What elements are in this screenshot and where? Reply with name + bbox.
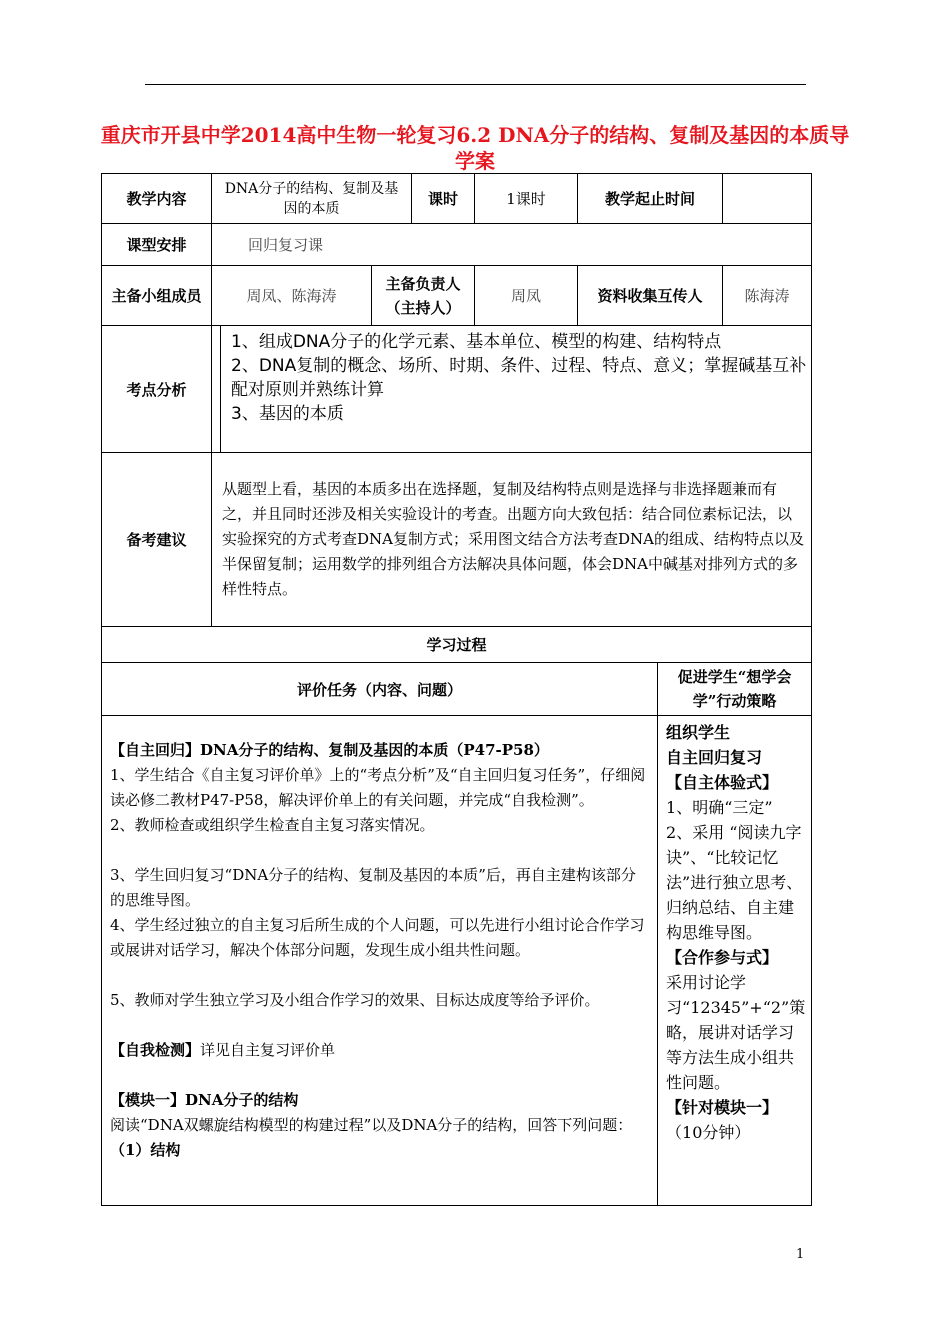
module1-title: 【模块一】DNA分子的结构 <box>110 1091 299 1109</box>
main-tasks <box>102 716 658 1206</box>
self-check-text: 详见自主复习评价单 <box>200 1041 336 1059</box>
content-label: 教学内容 <box>102 174 212 224</box>
period-value: 1课时 <box>475 174 578 224</box>
suggestion-label: 备考建议 <box>102 453 212 627</box>
side-line-6: 【合作参与式】 <box>666 948 779 967</box>
spacer <box>110 838 649 863</box>
analysis-line-2: 2、DNA复制的概念、场所、时期、条件、过程、特点、意义；掌握碱基互补配对原则并熟练计算 <box>231 356 807 400</box>
material-label: 资料收集互传人 <box>578 266 723 326</box>
type-value: 回归复习课 <box>212 224 812 266</box>
suggestion-text: 从题型上看，基因的本质多出在选择题，复制及结构特点则是选择与非选择题兼而有之，并且同时还涉及相关实验设计的考查。出题方向大致包括：结合同位素标记法，以实验探究的方式考查DNA复制方式；采用图文结合方法考查DNA的组成、结构特点以及半保留复制；运用数学的排列组合方法解决具体问题，体会DNA中碱基对排列方式的多样性特点。 <box>212 453 812 627</box>
side-line-3: 【自主体验式】 <box>666 773 779 792</box>
task-item-1: 1、学生结合《自主复习评价单》上的“考点分析”及“自主回归复习任务”，仔细阅读必修二教材P47-P58，解决评价单上的有关问题，并完成“自我检测”。 <box>110 766 646 809</box>
period-label: 课时 <box>412 174 475 224</box>
task-item-3: 3、学生回归复习“DNA分子的结构、复制及基因的本质”后，再自主建构该部分的思维导图。 <box>110 866 636 909</box>
page-number: 1 <box>796 1247 805 1262</box>
structure-subheading: （1）结构 <box>110 1141 181 1159</box>
lesson-plan-table <box>101 173 812 1206</box>
process-col1-header: 评价任务（内容、问题） <box>102 663 658 716</box>
side-line-9: （10分钟） <box>666 1123 751 1142</box>
task-item-5: 5、教师对学生独立学习及小组合作学习的效果、目标达成度等给予评价。 <box>110 991 600 1009</box>
task-item-4: 4、学生经过独立的自主复习后所生成的个人问题，可以先进行小组讨论合作学习或展讲对话学习，解决个体部分问题，发现生成小组共性问题。 <box>110 916 645 959</box>
process-col2-header: 促进学生“想学会学”行动策略 <box>658 663 812 716</box>
side-line-1: 组织学生 <box>666 723 731 742</box>
side-line-8: 【针对模块一】 <box>666 1098 779 1117</box>
members-value: 周凤、陈海涛 <box>212 266 372 326</box>
strategy-column <box>658 716 812 1206</box>
members-label: 主备小组成员 <box>102 266 212 326</box>
module1-text: 阅读“DNA双螺旋结构模型的构建过程”以及DNA分子的结构，回答下列问题： <box>110 1116 633 1134</box>
review-title: 【自主回归】DNA分子的结构、复制及基因的本质（P47-P58） <box>110 741 549 759</box>
self-check-label: 【自我检测】 <box>110 1041 201 1059</box>
side-line-2: 自主回归复习 <box>666 748 763 767</box>
analysis-label: 考点分析 <box>102 326 212 453</box>
task-item-2: 2、教师检查或组织学生检查自主复习落实情况。 <box>110 816 435 834</box>
analysis-line-3: 3、基因的本质 <box>231 404 344 424</box>
side-line-4: 1、明确“三定” <box>666 798 773 817</box>
host-value: 周凤 <box>475 266 578 326</box>
header-rule <box>145 84 806 85</box>
side-line-5: 2、采用 “阅读九字诀”、“比较记忆法”进行独立思考、归纳总结、自主建构思维导图。 <box>666 823 803 942</box>
analysis-content <box>212 326 812 453</box>
analysis-line-1: 1、组成DNA分子的化学元素、基本单位、模型的构建、结构特点 <box>231 332 722 352</box>
side-line-7: 采用讨论学习“12345”+“2”策略，展讲对话学习等方法生成小组共性问题。 <box>666 973 806 1092</box>
spacer <box>110 1013 649 1038</box>
self-check-line <box>110 1038 649 1063</box>
spacer <box>110 963 649 988</box>
material-value: 陈海涛 <box>723 266 812 326</box>
content-value: DNA分子的结构、复制及基因的本质 <box>212 174 412 224</box>
type-label: 课型安排 <box>102 224 212 266</box>
spacer <box>110 1063 649 1088</box>
process-heading: 学习过程 <box>102 627 812 663</box>
document-title: 重庆市开县中学2014高中生物一轮复习6.2 DNA分子的结构、复制及基因的本质导学案 <box>100 123 850 173</box>
time-value <box>723 174 812 224</box>
host-label: 主备负责人（主持人） <box>372 266 475 326</box>
time-label: 教学起止时间 <box>578 174 723 224</box>
